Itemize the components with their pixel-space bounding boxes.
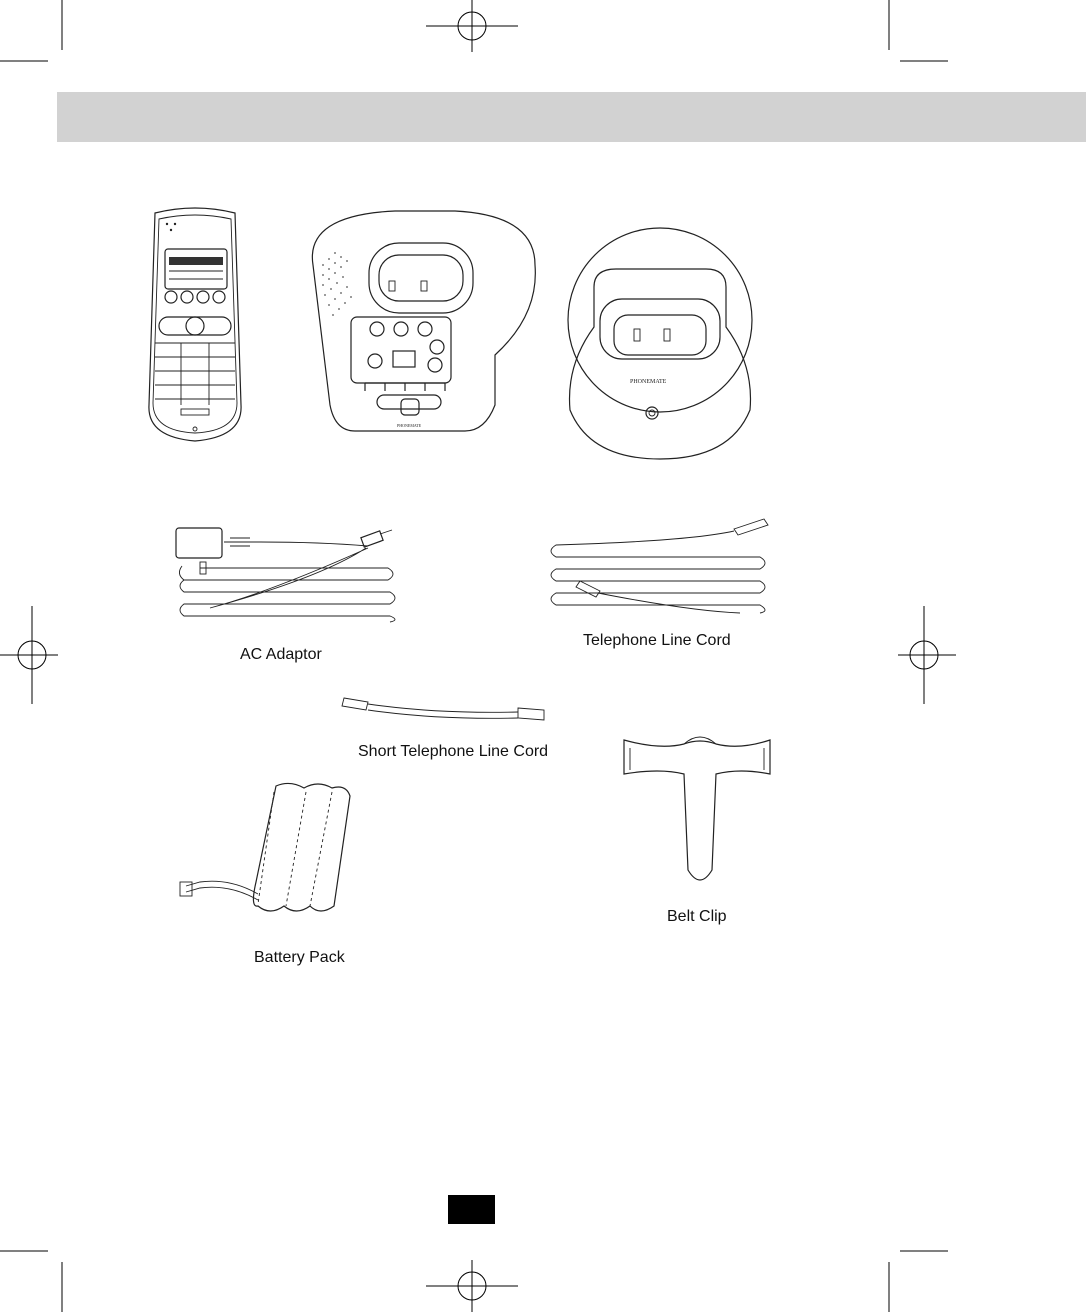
handset-illustration <box>145 205 245 445</box>
brand-logo: PHONEMATE <box>630 379 667 385</box>
base-unit-illustration <box>285 205 555 435</box>
short-telephone-line-cord-caption: Short Telephone Line Cord <box>358 743 549 760</box>
registration-mark-icon <box>412 0 532 70</box>
registration-mark-icon <box>412 1242 532 1312</box>
battery-pack-illustration <box>170 782 370 922</box>
ac-adaptor-illustration <box>170 518 410 628</box>
short-telephone-line-cord-illustration <box>338 690 558 730</box>
ac-adaptor-caption: AC Adaptor <box>240 646 322 663</box>
telephone-line-cord-caption: Telephone Line Cord <box>583 632 731 649</box>
belt-clip-caption: Belt Clip <box>667 908 727 925</box>
battery-pack-caption: Battery Pack <box>254 949 345 966</box>
page-number-tab <box>448 1195 495 1224</box>
telephone-line-cord-illustration <box>540 515 780 615</box>
charger-illustration <box>560 225 760 465</box>
registration-mark-icon <box>0 606 60 706</box>
registration-mark-icon <box>896 606 956 706</box>
brand-logo: PHONEMATE <box>397 423 422 428</box>
belt-clip-illustration <box>620 730 780 890</box>
